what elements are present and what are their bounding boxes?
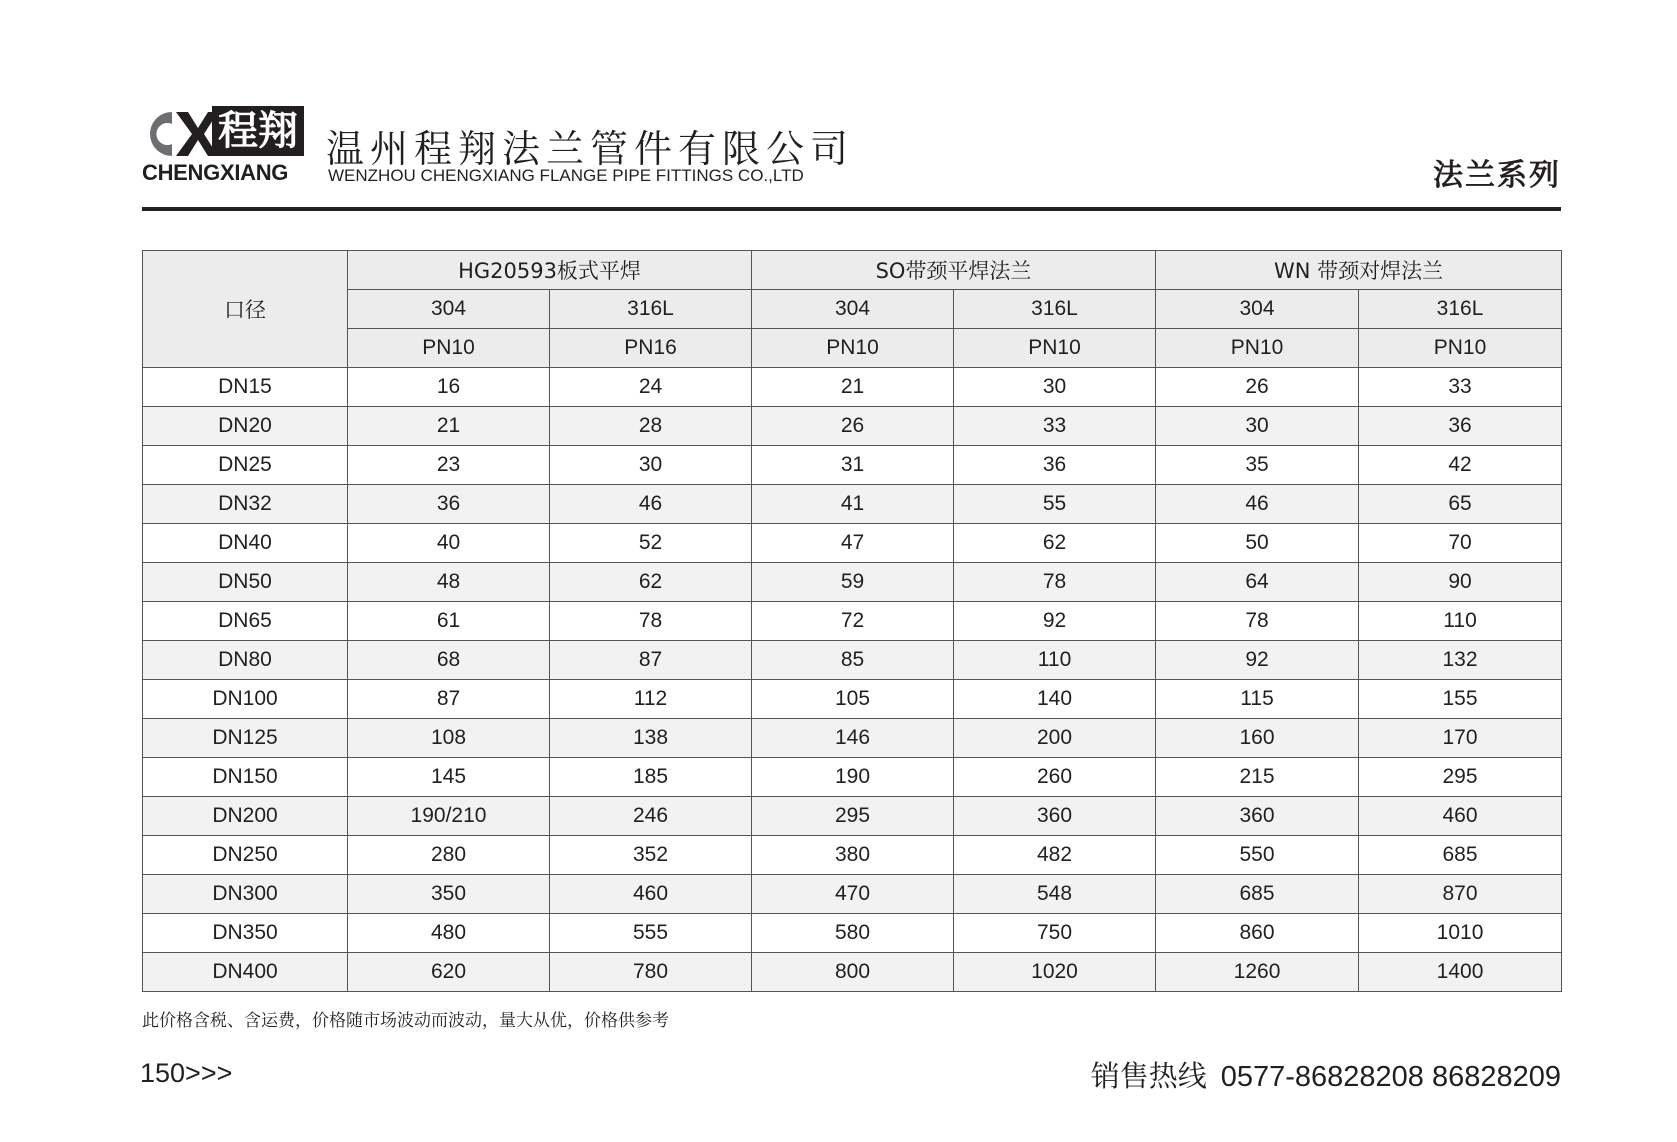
price-cell: 40 bbox=[348, 524, 550, 563]
size-cell: DN200 bbox=[143, 797, 348, 836]
price-cell: 87 bbox=[550, 641, 752, 680]
size-cell: DN25 bbox=[143, 446, 348, 485]
price-cell: 480 bbox=[348, 914, 550, 953]
table-row bbox=[143, 797, 1562, 836]
price-cell: 87 bbox=[348, 680, 550, 719]
pressure-header: PN10 bbox=[348, 329, 550, 368]
price-cell: 52 bbox=[550, 524, 752, 563]
price-cell: 170 bbox=[1359, 719, 1562, 758]
price-cell: 352 bbox=[550, 836, 752, 875]
price-cell: 870 bbox=[1359, 875, 1562, 914]
price-cell: 78 bbox=[1156, 602, 1359, 641]
price-cell: 21 bbox=[752, 368, 954, 407]
price-cell: 360 bbox=[954, 797, 1156, 836]
price-cell: 780 bbox=[550, 953, 752, 992]
price-cell: 108 bbox=[348, 719, 550, 758]
pressure-header: PN16 bbox=[550, 329, 752, 368]
price-cell: 46 bbox=[550, 485, 752, 524]
material-header: 304 bbox=[752, 290, 954, 329]
size-cell: DN32 bbox=[143, 485, 348, 524]
table-row bbox=[143, 914, 1562, 953]
table-row bbox=[143, 368, 1562, 407]
table-row bbox=[143, 446, 1562, 485]
price-cell: 64 bbox=[1156, 563, 1359, 602]
table-header bbox=[143, 251, 1562, 368]
price-table bbox=[142, 250, 1562, 992]
price-cell: 460 bbox=[550, 875, 752, 914]
price-cell: 460 bbox=[1359, 797, 1562, 836]
price-cell: 31 bbox=[752, 446, 954, 485]
price-cell: 33 bbox=[1359, 368, 1562, 407]
price-cell: 215 bbox=[1156, 758, 1359, 797]
price-cell: 155 bbox=[1359, 680, 1562, 719]
price-cell: 72 bbox=[752, 602, 954, 641]
price-cell: 42 bbox=[1359, 446, 1562, 485]
price-cell: 23 bbox=[348, 446, 550, 485]
price-cell: 61 bbox=[348, 602, 550, 641]
price-cell: 260 bbox=[954, 758, 1156, 797]
price-cell: 860 bbox=[1156, 914, 1359, 953]
size-cell: DN65 bbox=[143, 602, 348, 641]
price-cell: 200 bbox=[954, 719, 1156, 758]
price-cell: 78 bbox=[954, 563, 1156, 602]
size-cell: DN50 bbox=[143, 563, 348, 602]
price-cell: 190 bbox=[752, 758, 954, 797]
size-cell: DN80 bbox=[143, 641, 348, 680]
price-cell: 140 bbox=[954, 680, 1156, 719]
price-cell: 800 bbox=[752, 953, 954, 992]
material-header: 304 bbox=[348, 290, 550, 329]
price-cell: 30 bbox=[550, 446, 752, 485]
price-cell: 26 bbox=[1156, 368, 1359, 407]
price-cell: 550 bbox=[1156, 836, 1359, 875]
table-row bbox=[143, 407, 1562, 446]
sales-hotline bbox=[1091, 1054, 1561, 1095]
price-cell: 350 bbox=[348, 875, 550, 914]
price-cell: 24 bbox=[550, 368, 752, 407]
table-row bbox=[143, 953, 1562, 992]
size-cell: DN150 bbox=[143, 758, 348, 797]
logo-english-name: CHENGXIANG bbox=[142, 160, 289, 185]
size-cell: DN100 bbox=[143, 680, 348, 719]
price-cell: 470 bbox=[752, 875, 954, 914]
group-header: SO带颈平焊法兰 bbox=[752, 251, 1156, 290]
price-cell: 110 bbox=[1359, 602, 1562, 641]
size-cell: DN15 bbox=[143, 368, 348, 407]
table-row bbox=[143, 641, 1562, 680]
price-cell: 47 bbox=[752, 524, 954, 563]
price-cell: 280 bbox=[348, 836, 550, 875]
price-cell: 36 bbox=[1359, 407, 1562, 446]
company-name-chinese: 温州程翔法兰管件有限公司 bbox=[326, 127, 855, 171]
size-cell: DN40 bbox=[143, 524, 348, 563]
price-cell: 482 bbox=[954, 836, 1156, 875]
group-header: HG20593板式平焊 bbox=[348, 251, 752, 290]
pressure-header: PN10 bbox=[954, 329, 1156, 368]
pressure-header: PN10 bbox=[1359, 329, 1562, 368]
size-cell: DN350 bbox=[143, 914, 348, 953]
price-cell: 16 bbox=[348, 368, 550, 407]
material-header-row bbox=[143, 290, 1562, 329]
price-cell: 1260 bbox=[1156, 953, 1359, 992]
size-cell: DN250 bbox=[143, 836, 348, 875]
price-cell: 35 bbox=[1156, 446, 1359, 485]
price-cell: 33 bbox=[954, 407, 1156, 446]
price-cell: 62 bbox=[550, 563, 752, 602]
table-row bbox=[143, 836, 1562, 875]
price-cell: 41 bbox=[752, 485, 954, 524]
size-cell: DN300 bbox=[143, 875, 348, 914]
table-body bbox=[143, 368, 1562, 992]
price-cell: 380 bbox=[752, 836, 954, 875]
size-column-header: 口径 bbox=[143, 251, 348, 368]
price-cell: 1020 bbox=[954, 953, 1156, 992]
page-number: 150>>> bbox=[140, 1058, 233, 1088]
price-cell: 50 bbox=[1156, 524, 1359, 563]
price-cell: 580 bbox=[752, 914, 954, 953]
hotline-numbers: 0577-86828208 86828209 bbox=[1220, 1061, 1561, 1093]
table-row bbox=[143, 524, 1562, 563]
price-cell: 112 bbox=[550, 680, 752, 719]
price-cell: 685 bbox=[1156, 875, 1359, 914]
price-cell: 360 bbox=[1156, 797, 1359, 836]
price-cell: 1010 bbox=[1359, 914, 1562, 953]
price-cell: 750 bbox=[954, 914, 1156, 953]
price-cell: 30 bbox=[1156, 407, 1359, 446]
price-cell: 68 bbox=[348, 641, 550, 680]
price-cell: 555 bbox=[550, 914, 752, 953]
price-cell: 59 bbox=[752, 563, 954, 602]
price-cell: 110 bbox=[954, 641, 1156, 680]
material-header: 316L bbox=[954, 290, 1156, 329]
price-cell: 55 bbox=[954, 485, 1156, 524]
price-cell: 36 bbox=[348, 485, 550, 524]
material-header: 304 bbox=[1156, 290, 1359, 329]
table-row bbox=[143, 602, 1562, 641]
price-cell: 295 bbox=[1359, 758, 1562, 797]
price-cell: 548 bbox=[954, 875, 1156, 914]
material-header: 316L bbox=[1359, 290, 1562, 329]
price-cell: 62 bbox=[954, 524, 1156, 563]
price-cell: 620 bbox=[348, 953, 550, 992]
price-cell: 48 bbox=[348, 563, 550, 602]
table-row bbox=[143, 758, 1562, 797]
price-cell: 21 bbox=[348, 407, 550, 446]
table-row bbox=[143, 875, 1562, 914]
price-note: 此价格含税、含运费，价格随市场波动而波动，量大从优，价格供参考 bbox=[142, 1011, 669, 1031]
price-cell: 145 bbox=[348, 758, 550, 797]
price-cell: 146 bbox=[752, 719, 954, 758]
size-cell: DN400 bbox=[143, 953, 348, 992]
price-cell: 65 bbox=[1359, 485, 1562, 524]
price-cell: 185 bbox=[550, 758, 752, 797]
price-cell: 190/210 bbox=[348, 797, 550, 836]
price-cell: 295 bbox=[752, 797, 954, 836]
price-cell: 26 bbox=[752, 407, 954, 446]
price-cell: 28 bbox=[550, 407, 752, 446]
price-cell: 132 bbox=[1359, 641, 1562, 680]
price-cell: 85 bbox=[752, 641, 954, 680]
series-title: 法兰系列 bbox=[1433, 158, 1561, 193]
table-row bbox=[143, 485, 1562, 524]
price-cell: 246 bbox=[550, 797, 752, 836]
size-cell: DN20 bbox=[143, 407, 348, 446]
header-divider bbox=[142, 207, 1561, 211]
price-cell: 36 bbox=[954, 446, 1156, 485]
hotline-label: 销售热线 bbox=[1090, 1059, 1207, 1093]
price-cell: 30 bbox=[954, 368, 1156, 407]
pressure-header-row bbox=[143, 329, 1562, 368]
size-cell: DN125 bbox=[143, 719, 348, 758]
price-cell: 115 bbox=[1156, 680, 1359, 719]
pressure-header: PN10 bbox=[1156, 329, 1359, 368]
logo-chinese-name: 程翔 bbox=[212, 106, 304, 156]
price-cell: 46 bbox=[1156, 485, 1359, 524]
price-cell: 138 bbox=[550, 719, 752, 758]
company-logo-icon bbox=[142, 106, 218, 162]
price-cell: 90 bbox=[1359, 563, 1562, 602]
table-row bbox=[143, 680, 1562, 719]
group-header: WN 带颈对焊法兰 bbox=[1156, 251, 1562, 290]
price-cell: 685 bbox=[1359, 836, 1562, 875]
pressure-header: PN10 bbox=[752, 329, 954, 368]
company-name-english: WENZHOU CHENGXIANG FLANGE PIPE FITTINGS CO.,LTD bbox=[328, 166, 804, 185]
price-cell: 1400 bbox=[1359, 953, 1562, 992]
price-cell: 92 bbox=[1156, 641, 1359, 680]
price-cell: 92 bbox=[954, 602, 1156, 641]
material-header: 316L bbox=[550, 290, 752, 329]
table-row bbox=[143, 719, 1562, 758]
price-cell: 160 bbox=[1156, 719, 1359, 758]
price-cell: 78 bbox=[550, 602, 752, 641]
price-cell: 105 bbox=[752, 680, 954, 719]
price-cell: 70 bbox=[1359, 524, 1562, 563]
table-row bbox=[143, 563, 1562, 602]
